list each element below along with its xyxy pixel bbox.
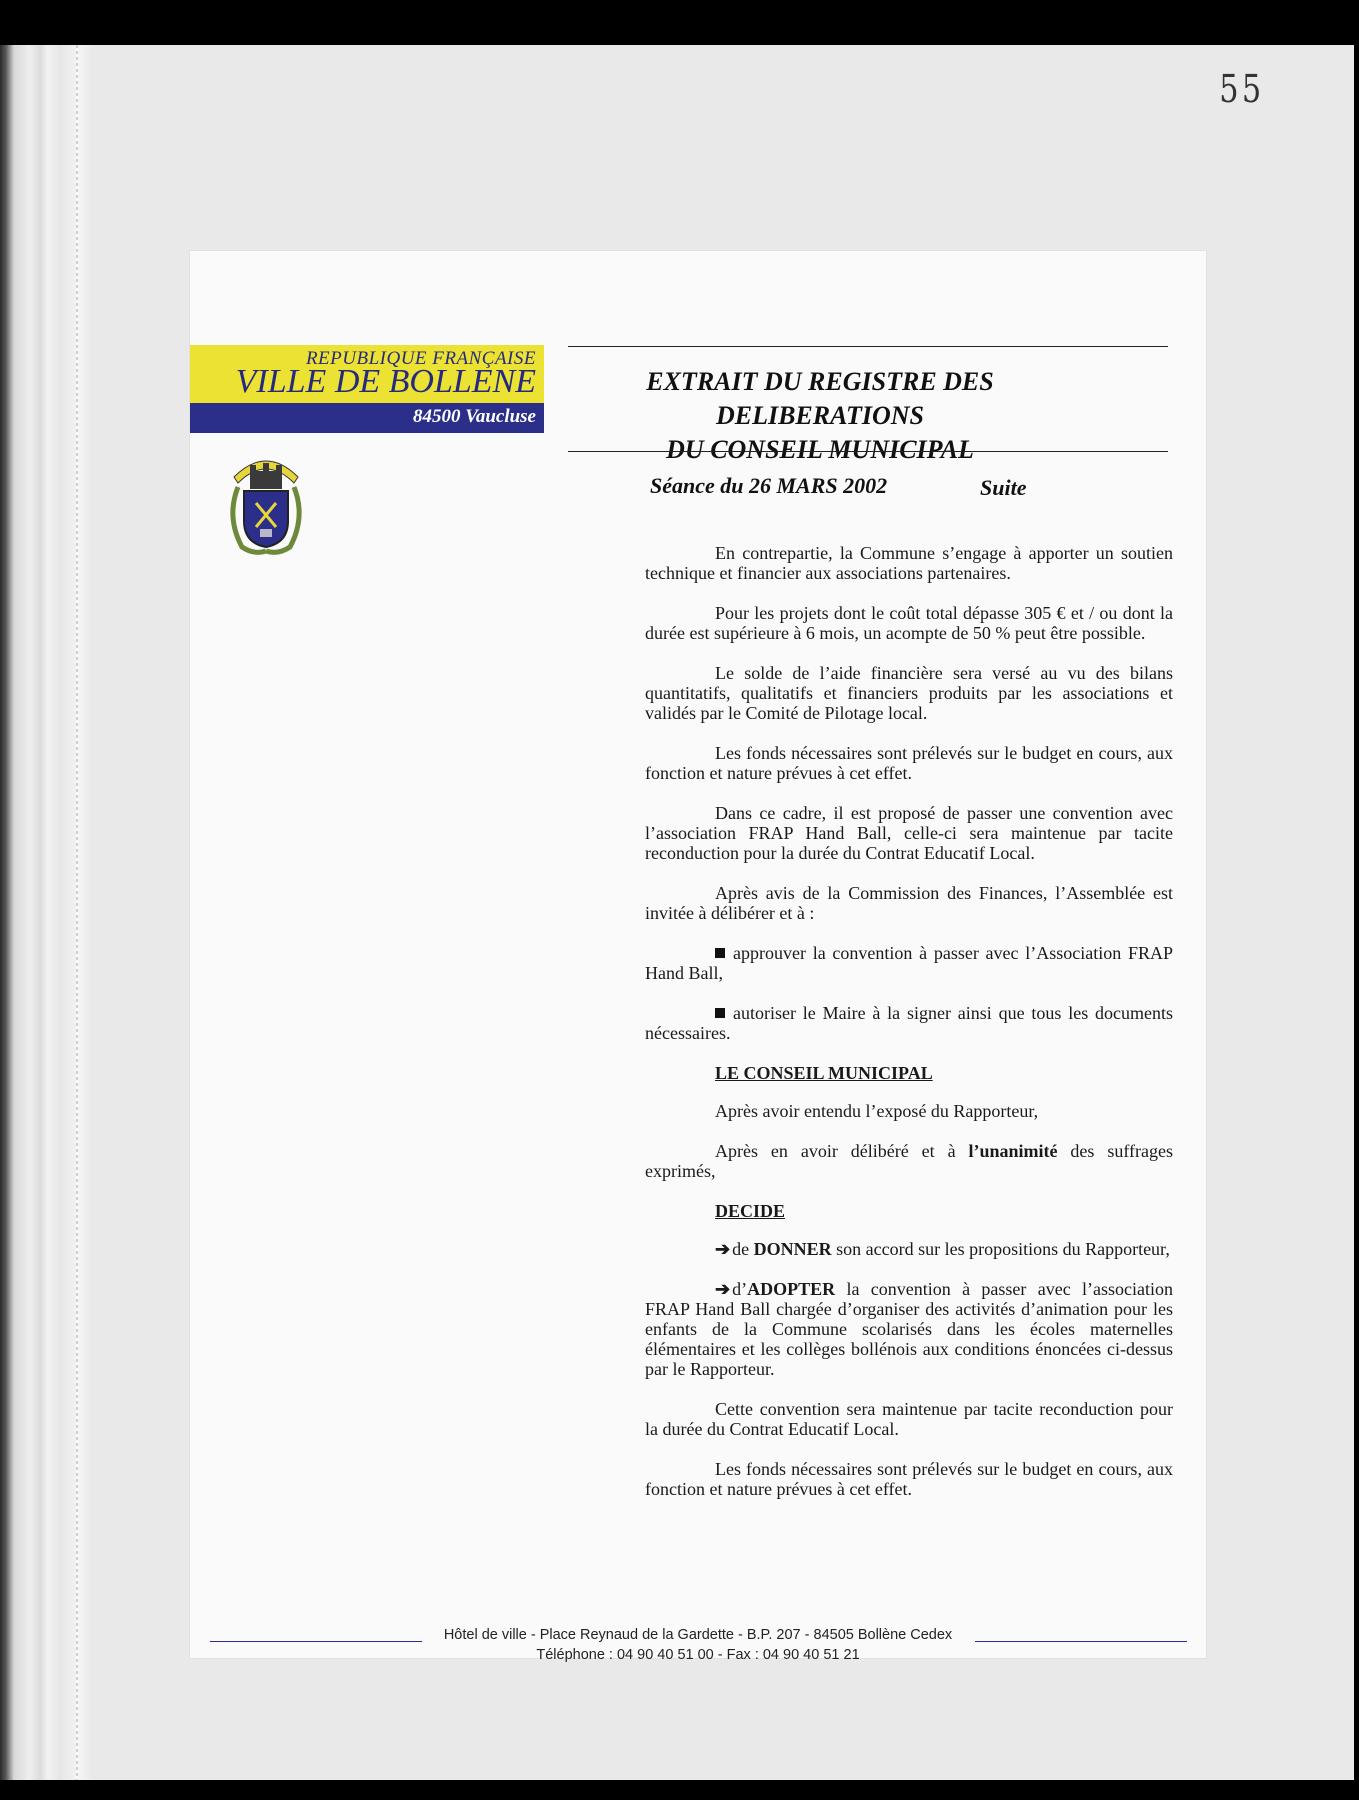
paragraph: Après avoir entendu l’exposé du Rapporteur, xyxy=(715,1101,1039,1121)
document-sheet xyxy=(190,251,1206,1663)
seance-date: Séance du 26 MARS 2002 xyxy=(650,473,888,498)
footer-phone: Téléphone : 04 90 40 51 00 - Fax : 04 90 40 51 21 xyxy=(536,1647,860,1663)
town-crest-icon xyxy=(224,447,308,559)
bullet-item xyxy=(645,1003,1173,1043)
bullet-item xyxy=(645,943,1173,983)
binder-spine xyxy=(0,45,92,1780)
document-title-line2: DU CONSEIL MUNICIPAL xyxy=(666,435,974,464)
title-rule-top xyxy=(568,346,1168,347)
decision-item xyxy=(645,1279,1173,1379)
paragraph: Pour les projets dont le coût total dépasse 305 € et / ou dont la durée est supérieure à 6 mois, un acompte de 50 % peut être possible. xyxy=(645,603,1173,643)
paragraph: Après avis de la Commission des Finances, l’Assemblée est invitée à délibérer et à : xyxy=(645,883,1173,923)
paragraph xyxy=(645,1141,1173,1181)
letterhead-blue-band xyxy=(190,403,544,433)
page-number: 55 xyxy=(1218,67,1264,111)
bullet-text: autoriser le Maire à la signer ainsi que tous les documents nécessaires. xyxy=(645,1003,1173,1043)
document-title-line1: EXTRAIT DU REGISTRE DES DELIBERATIONS xyxy=(646,367,994,430)
paragraph: En contrepartie, la Commune s’engage à apporter un soutien technique et financier aux associations partenaires. xyxy=(645,543,1173,583)
footer-address: Hôtel de ville - Place Reynaud de la Gardette - B.P. 207 - 84505 Bollène Cedex xyxy=(443,1627,953,1643)
decide-heading: DECIDE xyxy=(715,1201,786,1221)
bullet-text: approuver la convention à passer avec l’Association FRAP Hand Ball, xyxy=(645,943,1173,983)
text-run: Après en avoir délibéré et à xyxy=(715,1141,969,1161)
letterhead-republique: REPUBLIQUE FRANÇAISE xyxy=(305,348,536,369)
paragraph: Cette convention sera maintenue par tacite reconduction pour la durée du Contrat Educatif Local. xyxy=(645,1399,1173,1439)
arrow-right-icon: ➔ xyxy=(715,1279,731,1299)
bold-run: ADOPTER xyxy=(747,1279,836,1299)
suite-label: Suite xyxy=(980,475,1027,500)
square-bullet-icon xyxy=(715,948,725,958)
paragraph: Les fonds nécessaires sont prélevés sur le budget en cours, aux fonction et nature prévues à cet effet. xyxy=(645,1459,1173,1499)
letterhead-footer xyxy=(190,1625,1206,1665)
paragraph: Le solde de l’aide financière sera versé au vu des bilans quantitatifs, qualitatifs et financiers produits par les associations et validés par le Comité de Pilotage local. xyxy=(645,663,1173,723)
square-bullet-icon xyxy=(715,1008,725,1018)
letterhead-departement: 84500 Vaucluse xyxy=(413,406,536,427)
paragraph: Dans ce cadre, il est proposé de passer une convention avec l’association FRAP Hand Ball, celle-ci sera maintenue par tacite reconduction pour la durée du Contrat Educatif Local. xyxy=(645,803,1173,863)
letterhead-ville: VILLE DE BOLLENE xyxy=(235,363,536,400)
conseil-heading: LE CONSEIL MUNICIPAL xyxy=(715,1063,933,1083)
text-run: d’ xyxy=(732,1279,748,1299)
title-rule-bottom xyxy=(568,451,1168,452)
text-run: de xyxy=(732,1239,754,1259)
letterhead-yellow-band xyxy=(190,345,544,403)
decision-item xyxy=(645,1239,1173,1259)
binder-edge xyxy=(76,45,78,1780)
arrow-right-icon: ➔ xyxy=(715,1239,731,1259)
deliberation-body xyxy=(645,543,1173,1519)
bold-run: DONNER xyxy=(753,1239,832,1259)
album-page xyxy=(92,45,1354,1780)
text-run: des suffrages exprimés, xyxy=(645,1141,1173,1181)
text-run: son accord sur les propositions du Rapporteur, xyxy=(831,1239,1170,1259)
text-run: la convention à passer avec l’association FRAP Hand Ball chargée d’organiser des activités d’animation pour les enfants de la Commune scolarisés dans les écoles maternelles élémentaires et les collèges bollénois aux conditions énoncées ci-dessus par le Rapporteur. xyxy=(645,1279,1173,1379)
paragraph: Les fonds nécessaires sont prélevés sur le budget en cours, aux fonction et nature prévues à cet effet. xyxy=(645,743,1173,783)
bold-run: l’unanimité xyxy=(968,1141,1058,1161)
